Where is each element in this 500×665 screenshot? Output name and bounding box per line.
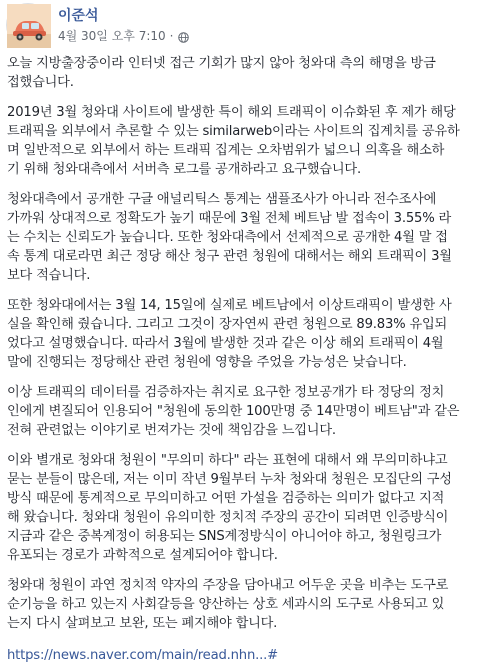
author-name[interactable]: 이준석 — [58, 8, 99, 24]
post-paragraph: 2019년 3월 청와대 사이트에 발생한 특이 해외 트래픽이 이슈화된 후 제가 해당 트래픽을 외부에서 추론할 수 있는 similarweb이라는 사이트의 집계치를 공유하 며 일반적으로 외부에서 하는 트래픽 집계는 오차범위가 넓으니 의혹을 해소하 기 위해 청와대측에서 서버측 로그를 공개하라고 요구했습니다. — [7, 105, 460, 177]
post-paragraph: 청와대측에서 공개한 구글 애널리틱스 통계는 샘플조사가 아니라 전수조사에 가까워 상대적으로 정확도가 높기 때문에 3월 전체 베트남 발 접속이 3.55% 라 는 수치는 신뢰도가 높습니다. 또한 청와대측에서 선제적으로 공개한 4월 말 접 속 통계 대로라면 최근 정당 해산 청구 관련 청원에 대해서는 해외 트래픽이 3월 보다 적습니다. — [7, 192, 452, 283]
news-link[interactable]: https://news.naver.com/main/read.nhn...# — [7, 648, 278, 663]
post-paragraph: 이상 트래픽의 데이터를 검증하자는 취지로 요구한 정보공개가 타 정당의 정치 인에게 변질되어 인용되어 "청원에 동의한 100만명 중 14만명이 베트남"과 같은 전혀 관련없는 이야기로 번져가는 것에 책임감을 느낍니다. — [7, 385, 460, 438]
post-paragraph: 청와대 청원이 과연 정치적 약자의 주장을 담아내고 어두운 곳을 비추는 도구로 순기능을 하고 있는지 사회갈등을 양산하는 상호 세과시의 도구로 사용되고 있 는지 다시 살펴보고 보완, 또는 폐지해야 합니다. — [7, 578, 449, 631]
separator-dot: · — [169, 29, 174, 43]
globe-icon[interactable] — [178, 31, 189, 42]
profile-avatar[interactable] — [6, 3, 50, 47]
post-meta — [58, 3, 189, 44]
post-timestamp[interactable]: 4월 30일 오후 7:10 — [58, 29, 166, 43]
avatar-car-illustration-icon — [7, 4, 51, 48]
post-paragraph: 또한 청와대에서는 3월 14, 15일에 실제로 베트남에서 이상트래픽이 발생한 사 실을 확인해 줬습니다. 그리고 그것이 장자연씨 관련 청원으로 89.83% 유입되 었다고 설명했습니다. 따라서 3월에 발생한 것과 같은 이상 해외 트래픽이 4월 말에 진행되는 정당해산 관련 청원에 영향을 주었을 가능성은 낮습니다. — [7, 298, 452, 370]
post-paragraph: 이와 별개로 청와대 청원이 "무의미 하다" 라는 표현에 대해서 왜 무의미하냐고 묻는 분들이 많은데, 저는 이미 작년 9월부터 누차 청와대 청원은 모집단의 구성 방식 때문에 통계적으로 무의미하고 어떤 가설을 검증하는 의미가 없다고 지적 해 왔습니다. 청와대 청원이 유의미한 정치적 주장의 공간이 되려면 인증방식이 지금과 같은 중복계정이 허용되는 SNS계정방식이 아니어야 하고, 청원링크가 유포되는 경로가 과학적으로 설계되어야 합니다. — [7, 453, 452, 563]
post-header — [6, 0, 500, 54]
post-paragraph: 오늘 지방출장중이라 인터넷 접근 기회가 많지 않아 청와대 측의 해명을 방금 접했습니다. — [7, 56, 436, 90]
post-subline — [58, 28, 189, 44]
post-body — [6, 54, 500, 665]
